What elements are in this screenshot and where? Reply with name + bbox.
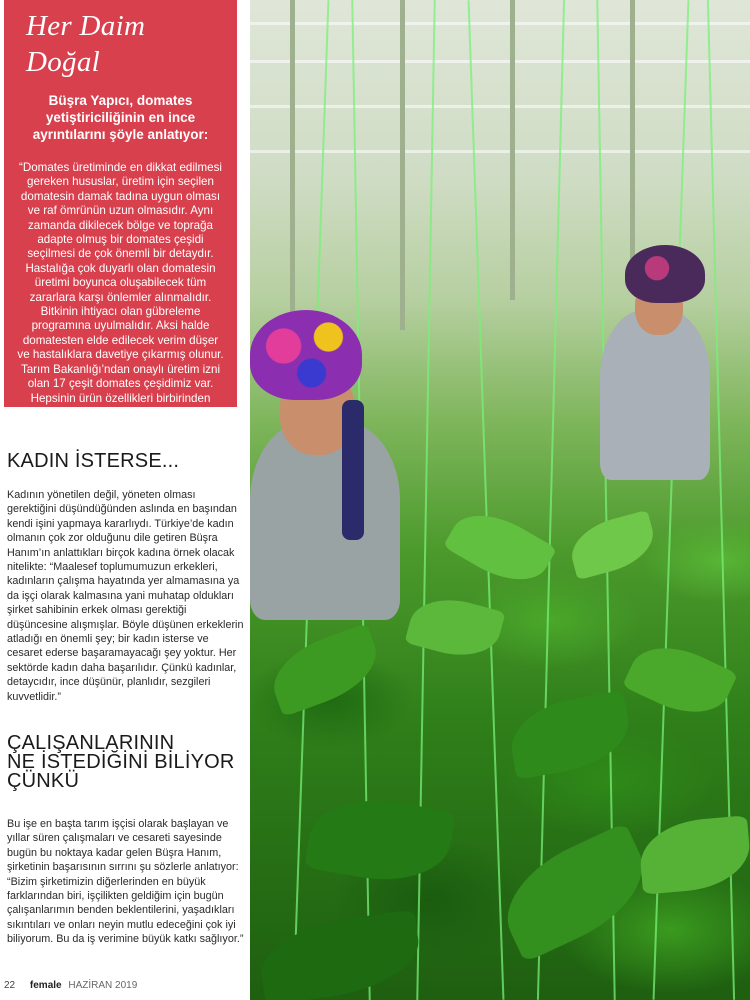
- section-heading-calisanlarinin: [7, 734, 235, 791]
- article-paragraph-2: Bu işe en başta tarım işçisi olarak başlayan ve yıllar süren çalışmaları ve cesareti sayesinde bugün bu noktaya kadar gelen Büşra Hanım, şirketinin başarısının sırrını şu sözlerle anlatıyor: “Bizim şirketimizin diğerlerinden en büyük farklarından biri, işçilikten geldiğim için bugün çalışanlarımın benden beklentilerini, yaşadıkları sıkıntıları ve onları neyin mutlu edeceğini çok iyi biliyorum. Bu da iş verimine büyük katkı sağlıyor.”: [7, 818, 244, 946]
- greenhouse-post: [510, 0, 515, 300]
- box-subtitle: Büşra Yapıcı, domates yetiştiriciliğinin en ince ayrıntılarını şöyle anlatıyor:: [32, 93, 209, 142]
- leaf: [565, 510, 660, 580]
- leaf: [622, 632, 738, 729]
- worker-headscarf: [250, 310, 362, 400]
- greenhouse-photo: [250, 0, 750, 1000]
- heading-line: ÇÜNKÜ: [7, 770, 80, 792]
- roof-bar: [250, 150, 750, 153]
- greenhouse-post: [290, 0, 295, 360]
- leaf: [263, 623, 387, 717]
- leaf: [256, 909, 425, 1000]
- roof-bar: [250, 22, 750, 25]
- page-number: 22: [4, 980, 16, 991]
- worker-headscarf: [625, 245, 705, 303]
- section-heading-kadin-isterse: KADIN İSTERSE...: [7, 450, 180, 472]
- greenhouse-post: [400, 0, 405, 330]
- page-footer: [4, 980, 137, 991]
- quote-box: [4, 0, 237, 419]
- worker-foreground: [250, 310, 410, 630]
- leaf: [304, 788, 456, 891]
- heading-line: NE İSTEDİĞİNİ BİLİYOR: [7, 751, 235, 773]
- issue-date: HAZİRAN 2019: [68, 980, 138, 991]
- worker-background: [595, 240, 725, 490]
- leaf: [489, 822, 661, 962]
- worker-shirt: [600, 310, 710, 480]
- heading-line: ÇALIŞANLARININ: [7, 732, 175, 754]
- leaf: [637, 815, 750, 894]
- article-paragraph-1: Kadının yönetilen değil, yöneten olması gerektiğini düşündüğünden aslında en başından kendi işini yapmaya kararlıydı. Türkiye’de kadın olmanın çok zor olduğunu dile getiren Büşra Hanım’ın anlattıkları birçok kadına örnek olacak nitelikte: “Maalesef toplumumuzun erkekleri, kadınların çalışma hayatında yer almamasına ya da işçi olarak kalmasına yani muhatap oldukları şirket sahibinin erkek olması gerektiği düşüncesine alışmışlar. Böyle düşünen erkeklerin atladığı en önemli şey; bir kadın isterse ve cesaret ederse başaramayacağı şey yoktur. Her sektörde kadın daha başarılıdır. Çünkü kadınlar, detaycıdır, ince düşünür, planlıdır, sezgileri kuvvetlidir.”: [7, 489, 244, 703]
- leaf: [505, 690, 635, 780]
- magazine-brand: female: [29, 980, 62, 991]
- scarf-tail: [342, 400, 364, 540]
- leaf: [443, 499, 557, 597]
- greenhouse-post: [630, 0, 635, 280]
- box-quote: “Domates üretiminde en dikkat edilmesi gereken hususlar, üretim için seçilen domatesin damak tadına uygun olması ve raf ömrünün uzun olmasıdır. Aynı zamanda dikilecek bölge ve toprağa adapte olmuş bir domates çeşidi seçilmesi de çok önemli bir detaydır. Hastalığa çok duyarlı olan domatesin üretimi boyunca oluşabilecek tüm zararlara karşı önlemler alınmalıdır. Bitkinin ihtiyacı olan gübreleme programına uyulmalıdır. Aksi halde domatesten elde edilecek verim düşer ve hastalıklara davetiye çıkarmış olunur. Tarım Bakanlığı’ndan onaylı üretim izni olan 17 çeşit domates çeşidimiz var. Hepsinin ürün özellikleri birbirinden farklı.”: [17, 161, 224, 419]
- box-title: Her Daim Doğal: [26, 10, 146, 78]
